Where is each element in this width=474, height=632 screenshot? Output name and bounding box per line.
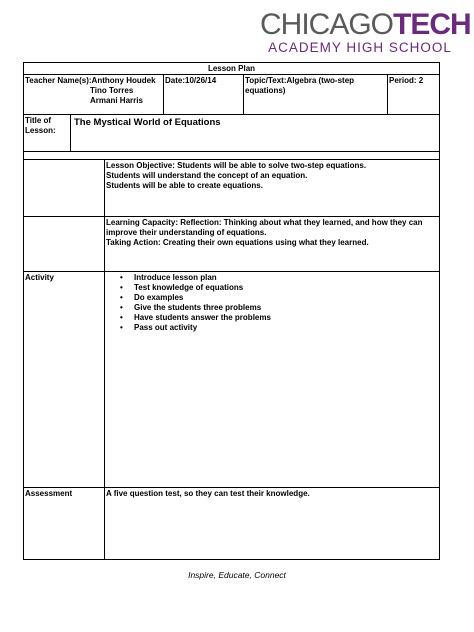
- activity-list-cell: [104, 272, 439, 487]
- school-logo: [260, 8, 471, 55]
- period-cell: Period: 2: [387, 75, 439, 114]
- list-item: • Test knowledge of equations: [106, 283, 438, 293]
- spacer-row: [24, 151, 439, 159]
- list-item: • Do examples: [106, 293, 438, 303]
- assessment-row: [24, 487, 439, 559]
- list-item: • Introduce lesson plan: [106, 273, 438, 283]
- objective-line: Students will understand the concept of an equation.: [106, 171, 308, 180]
- objective-line: Lesson Objective: Students will be able to solve two-step equations.: [106, 161, 367, 170]
- activity-label: Activity: [25, 273, 54, 282]
- assessment-text: A five question test, so they can test their knowledge.: [104, 488, 439, 559]
- objective-row: [24, 159, 439, 216]
- list-item: • Pass out activity: [106, 323, 438, 333]
- learning-capacity: [104, 217, 439, 271]
- capacity-line: Taking Action: Creating their own equations using what they learned.: [106, 238, 369, 247]
- activity-row: [24, 271, 439, 487]
- lesson-title: The Mystical World of Equations: [70, 115, 439, 151]
- title-label: Title of Lesson:: [25, 116, 56, 135]
- assessment-label: Assessment: [25, 489, 73, 498]
- date-cell: Date:10/26/14: [163, 75, 243, 114]
- teacher-names-cell: [24, 75, 163, 114]
- capacity-line: Learning Capacity: Reflection: Thinking about what they learned, and how they can improve their understanding of equations.: [106, 218, 423, 237]
- header-row: [24, 63, 439, 74]
- teacher-line-2: Tino Torres: [90, 86, 134, 95]
- logo-subtitle: ACADEMY HIGH SCHOOL: [268, 40, 452, 55]
- teacher-line-3: Armani Harris: [90, 96, 143, 105]
- footer-tagline: Inspire, Educate, Connect: [188, 570, 286, 580]
- title-row: [24, 114, 439, 151]
- topic-cell: Topic/Text:Algebra (two-step equations): [243, 75, 387, 114]
- list-item: • Have students answer the problems: [106, 313, 438, 323]
- capacity-row: [24, 216, 439, 271]
- activity-list: [106, 273, 438, 333]
- info-row: [24, 74, 439, 114]
- list-item: • Give the students three problems: [106, 303, 438, 313]
- objective-line: Students will be able to create equations.: [106, 181, 263, 190]
- logo-wordmark: CHICAGOTECH: [260, 8, 471, 41]
- objective-label-cell: [24, 160, 104, 216]
- capacity-label-cell: [24, 217, 104, 271]
- lesson-plan-table: [23, 62, 440, 560]
- teacher-line-1: Teacher Name(s):Anthony Houdek: [25, 76, 156, 85]
- page-title: Lesson Plan: [207, 64, 256, 73]
- lesson-objective: [104, 160, 439, 216]
